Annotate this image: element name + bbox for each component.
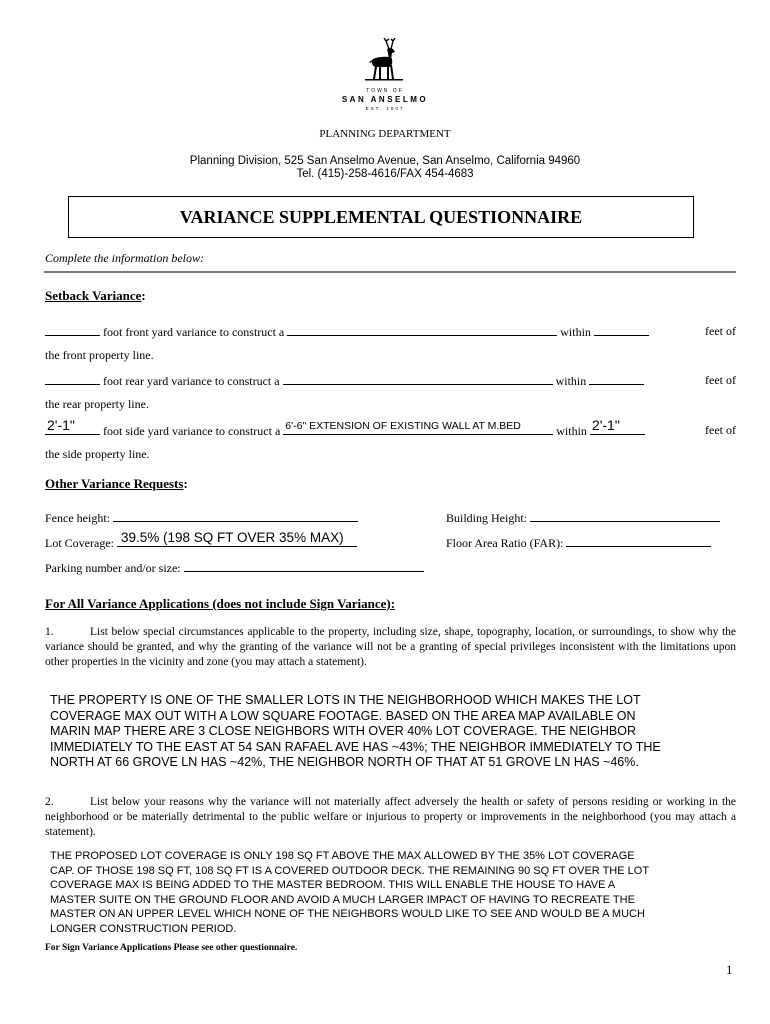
answer-line: NORTH AT 66 GROVE LN HAS ~42%, THE NEIGHBOR NORTH OF THAT AT 51 GROVE LN HAS ~46%. [50,755,639,769]
page-title: VARIANCE SUPPLEMENTAL QUESTIONNAIRE [179,206,583,227]
logo-established: EST. 1907 [365,106,405,111]
deer-icon [362,38,408,82]
answer-line: MARIN MAP THERE ARE 3 CLOSE NEIGHBORS WITH OVER 40% LOT COVERAGE. THE NEIGHBOR [50,724,637,738]
logo-town-of: TOWN OF [366,88,404,94]
side-construct-field[interactable]: 6'-6" EXTENSION OF EXISTING WALL AT M.BED [283,423,553,435]
far-row: Floor Area Ratio (FAR): [446,535,711,551]
address-line: Planning Division, 525 San Anselmo Avenue, San Anselmo, California 94960 [189,155,581,167]
far-field[interactable] [566,535,711,547]
answer-line: MASTER SUITE ON THE GROUND FLOOR AND AVOID A MUCH LARGER IMPACT OF HAVING TO RECREATE THE [50,893,635,906]
lot-coverage-field[interactable]: 39.5% (198 SQ FT OVER 35% MAX) [117,535,357,547]
answer-line: MASTER ON AN UPPER LEVEL WHICH NONE OF THE NEIGHBORS WOULD LIKE TO SEE AND WOULD BE A MUCH [50,908,645,920]
parking-row: Parking number and/or size: [45,560,424,576]
answer-line: THE PROPOSED LOT COVERAGE IS ONLY 198 SQ FT ABOVE THE MAX ALLOWED BY THE 35% LOT COVERAGE [50,850,635,862]
question-2: 2. List below your reasons why the variance will not materially affect adversely the health or safety of persons residing or working in the neighborhood or be materially detrimental to the public welfare or injurious to property or improvements in the neighborhood (you may attach a statement). [45,796,736,838]
building-height-row: Building Height: [446,510,720,526]
answer-line: THE PROPERTY IS ONE OF THE SMALLER LOTS IN THE NEIGHBORHOOD WHICH MAKES THE LOT [50,693,641,707]
answer-line: COVERAGE MAX IS BEING ADDED TO THE MASTER BEDROOM. THIS WILL ENABLE THE HOUSE TO HAVE A [50,879,616,891]
front-setback-continuation: the front property line. [45,348,154,362]
phone-line: Tel. (415)-258-4616/FAX 454-4683 [296,168,474,180]
answer-line: COVERAGE MAX OUT WITH A LOW SQUARE FOOTAGE. BASED ON THE AREA MAP AVAILABLE ON [50,708,636,723]
lot-coverage-row: Lot Coverage: 39.5% (198 SQ FT OVER 35% MAX) [45,535,357,551]
parking-field[interactable] [184,560,424,572]
front-setback-row: foot front yard variance to construct a within feet of [45,324,736,340]
front-within-field[interactable] [594,324,649,336]
question-1: 1. List below special circumstances applicable to the property, including size, shape, topography, location, or surroundings, to show why the variance should be granted, and why the granting of the variance will not be a granting of special privileges inconsistent with the limitations upon other properties in the vicinity and zone (you may attach a statement). [45,626,736,668]
building-height-field[interactable] [530,510,720,522]
fence-height-field[interactable] [113,510,358,522]
answer-line: CAP. OF THOSE 198 SQ FT, 108 SQ FT IS A COVERED OUTDOOR DECK. THE REMAINING 90 SQ FT OVER THE LOT [50,864,650,877]
rear-construct-field[interactable] [283,373,553,385]
town-logo [330,38,440,111]
all-applications-heading: For All Variance Applications (does not include Sign Variance): [45,596,396,611]
side-feet-field[interactable]: 2'-1" [45,423,100,435]
department-name: PLANNING DEPARTMENT [319,128,451,140]
rear-within-field[interactable] [589,373,644,385]
side-within-field[interactable]: 2'-1" [590,423,645,435]
answer-1[interactable] [50,693,740,771]
side-setback-row: 2'-1" foot side yard variance to construct a 6'-6" EXTENSION OF EXISTING WALL AT M.BED within 2'-1" feet of [47,417,736,438]
rear-setback-row: foot rear yard variance to construct a within feet of [45,373,736,389]
front-feet-field[interactable] [45,324,100,336]
instructions: Complete the information below: [45,251,204,265]
rear-feet-field[interactable] [45,373,100,385]
answer-line: LONGER CONSTRUCTION PERIOD. [50,922,237,935]
rear-setback-continuation: the rear property line. [45,397,149,411]
page-number: 1 [726,962,733,977]
other-requests-heading: Other Variance Requests: [45,476,188,491]
title-box [68,196,694,238]
answer-2[interactable] [50,849,740,936]
front-construct-field[interactable] [287,324,557,336]
fence-height-row: Fence height: [45,510,358,526]
divider [44,271,736,273]
setback-heading: Setback Variance: [45,288,146,303]
logo-town-name: SAN ANSELMO [341,95,429,104]
sign-variance-note: For Sign Variance Applications Please see other questionnaire. [45,943,298,953]
answer-line: IMMEDIATELY TO THE EAST AT 54 SAN RAFAEL AVE HAS ~43%; THE NEIGHBOR IMMEDIATELY TO THE [50,739,661,754]
side-setback-continuation: the side property line. [45,447,150,461]
